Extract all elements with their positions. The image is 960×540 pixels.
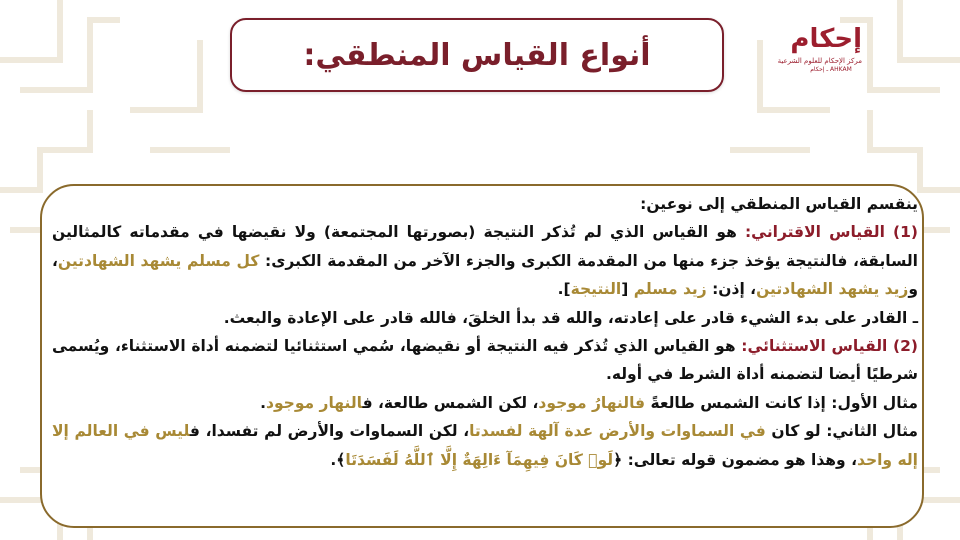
text-segment: ـ القادر على بدء الشيء قادر على إعادته، والله قد بدأ الخلقَ، فالله قادر على الإعادة والبعث. [223,308,918,327]
logo-subtitle: مركز الإحكام للعلوم الشرعية [777,57,862,65]
example-segment: فالنهارُ موجود [538,393,646,412]
text-segment: . [260,393,266,412]
example-segment: زيد يشهد الشهادتين [756,280,909,299]
page-title: أنواع القياس المنطقي: [303,37,651,73]
title-box [230,18,724,92]
content-body [52,190,918,474]
text-segment: ، لكن السماوات والأرض لم تفسدا، ف [189,422,470,441]
text-segment: ، و [52,251,918,299]
example-segment: النتيجة [570,280,622,299]
heading-segment: (2) القياس الاستثنائي: [741,337,918,356]
heading-segment: (1) القياس الاقتراني: [744,223,918,242]
paragraph [52,389,918,417]
text-segment: هو القياس الذي تُذكر فيه النتيجة أو نقيضها، سُمي استثنائيا لتضمنه أداة الاستثناء، ويُسمى شرطيًا أيضا لتضمنه أداة الشرط في أوله. [52,337,918,384]
paragraph [52,304,918,332]
text-segment: هو القياس الذي لم تُذكر النتيجة (بصورتها المجتمعة) ولا نقيضها في مقدماته كالمثالين السابقة، فالنتيجة يؤخذ جزء منها من المقدمة الكبرى والجزء الآخر من المقدمة الكبرى: [52,223,918,270]
text-segment: ﴾. [330,450,346,469]
logo [777,22,862,73]
text-segment: [ [621,280,634,299]
paragraph [52,218,918,303]
example-segment: لَوۡ كَانَ فِيهِمَآ ءَالِهَةٌ إِلَّا ٱللَّهُ لَفَسَدَتَا [345,450,614,469]
text-segment: مثال الثاني: لو كان [765,422,918,441]
logo-name: إحكام [790,24,862,54]
example-segment: في السماوات والأرض عدة آلهة لفسدتا [469,422,766,441]
text-segment: ]. [557,280,571,299]
text-segment: مثال الأول: إذا كانت الشمس طالعةً [645,393,918,412]
text-segment: ، لكن الشمس طالعة، ف [362,393,539,412]
paragraph [52,190,918,218]
example-segment: كل مسلم يشهد الشهادتين [57,251,260,270]
paragraph [52,332,918,389]
example-segment: النهار موجود [266,393,363,412]
example-segment: زيد مسلم [633,280,707,299]
logo-tagline: AHKAM ـ إحكام [810,66,852,73]
paragraph [52,417,918,474]
text-segment: ، وهذا هو مضمون قوله تعالى: ﴿ [613,450,857,469]
text-segment: ، إذن: [706,280,757,299]
example-segment: ليس في العالم إلا إله واحد [52,422,918,469]
text-segment: ينقسم القياس المنطقي إلى نوعين: [640,195,918,213]
